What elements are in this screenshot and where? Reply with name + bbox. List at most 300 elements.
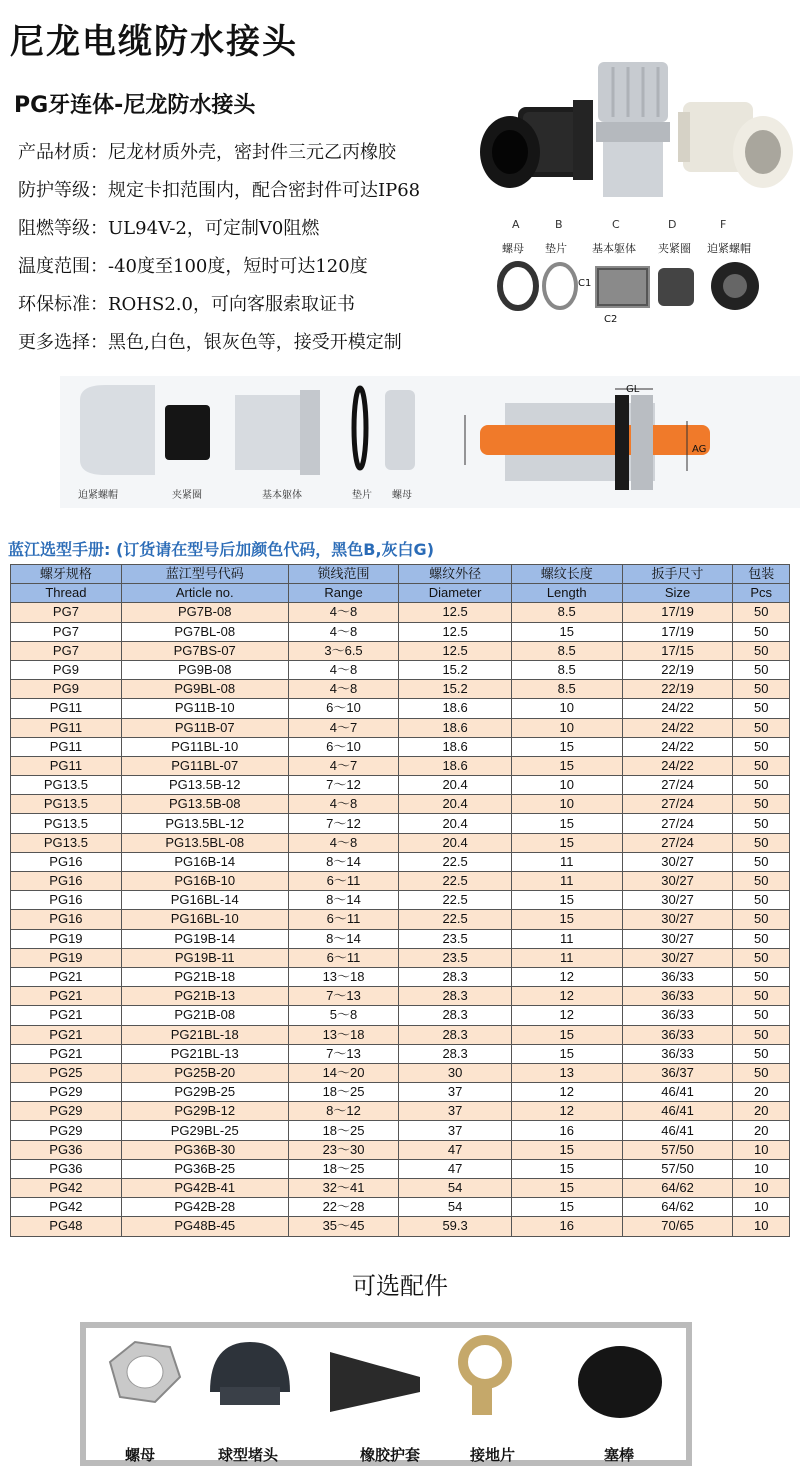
table-cell: 22/19 xyxy=(622,680,733,699)
table-cell: 20.4 xyxy=(399,776,511,795)
column-header-cn: 螺牙规格 xyxy=(11,565,122,584)
table-cell: PG9 xyxy=(11,680,122,699)
table-cell: 50 xyxy=(733,622,790,641)
table-cell: 15 xyxy=(511,756,622,775)
table-cell: 7～12 xyxy=(288,814,399,833)
table-cell: 13 xyxy=(511,1063,622,1082)
table-cell: PG19B-11 xyxy=(121,948,288,967)
table-cell: PG36B-25 xyxy=(121,1159,288,1178)
table-cell: 50 xyxy=(733,852,790,871)
column-header-cn: 螺纹长度 xyxy=(511,565,622,584)
table-cell: PG11B-10 xyxy=(121,699,288,718)
table-cell: 17/19 xyxy=(622,603,733,622)
table-cell: 15 xyxy=(511,1159,622,1178)
table-cell: 30/27 xyxy=(622,948,733,967)
accessories-images xyxy=(90,1332,685,1427)
table-cell: PG13.5 xyxy=(11,795,122,814)
table-cell: 15 xyxy=(511,1044,622,1063)
table-row xyxy=(11,776,790,795)
table-cell: 4～8 xyxy=(288,833,399,852)
table-cell: 4～7 xyxy=(288,756,399,775)
table-cell: 32～41 xyxy=(288,1179,399,1198)
table-cell: 64/62 xyxy=(622,1198,733,1217)
table-cell: 4～7 xyxy=(288,718,399,737)
table-cell: 12 xyxy=(511,967,622,986)
accessory-label: 螺母 xyxy=(125,1446,156,1464)
table-cell: 6～10 xyxy=(288,737,399,756)
table-cell: 15 xyxy=(511,1140,622,1159)
table-cell: 15.2 xyxy=(399,680,511,699)
header-row-en xyxy=(11,584,790,603)
table-cell: 50 xyxy=(733,795,790,814)
parts-diagram-icons xyxy=(480,256,795,326)
table-cell: 12 xyxy=(511,987,622,1006)
table-row xyxy=(11,948,790,967)
table-cell: 8.5 xyxy=(511,603,622,622)
table-cell: PG48B-45 xyxy=(121,1217,288,1236)
table-cell: PG36 xyxy=(11,1140,122,1159)
table-row xyxy=(11,1063,790,1082)
table-cell: 20 xyxy=(733,1121,790,1140)
table-cell: PG11 xyxy=(11,718,122,737)
table-cell: PG21 xyxy=(11,1025,122,1044)
table-cell: 15 xyxy=(511,814,622,833)
table-row xyxy=(11,641,790,660)
table-cell: PG7B-08 xyxy=(121,603,288,622)
table-cell: 12.5 xyxy=(399,603,511,622)
table-row xyxy=(11,872,790,891)
table-cell: 5～8 xyxy=(288,1006,399,1025)
table-cell: 20.4 xyxy=(399,833,511,852)
table-cell: 16 xyxy=(511,1217,622,1236)
table-row xyxy=(11,795,790,814)
spec-label: 产品材质： xyxy=(18,142,108,163)
table-cell: PG11 xyxy=(11,699,122,718)
column-header-en: Length xyxy=(511,584,622,603)
spec-options xyxy=(18,328,402,354)
spec-label: 环保标准： xyxy=(18,294,108,315)
table-cell: PG13.5B-12 xyxy=(121,776,288,795)
white-gland-image xyxy=(678,102,793,188)
table-cell: 10 xyxy=(511,718,622,737)
table-cell: 8～14 xyxy=(288,891,399,910)
table-cell: 28.3 xyxy=(399,1006,511,1025)
table-cell: 11 xyxy=(511,948,622,967)
table-cell: PG11 xyxy=(11,737,122,756)
table-row xyxy=(11,1102,790,1121)
table-cell: 50 xyxy=(733,680,790,699)
table-cell: 50 xyxy=(733,1006,790,1025)
table-cell: 30/27 xyxy=(622,910,733,929)
table-cell: 10 xyxy=(511,795,622,814)
table-cell: PG11B-07 xyxy=(121,718,288,737)
table-cell: 20 xyxy=(733,1083,790,1102)
dimension-label: C1 xyxy=(578,278,592,289)
table-cell: 27/24 xyxy=(622,833,733,852)
selection-table xyxy=(10,564,790,1237)
table-cell: PG29 xyxy=(11,1102,122,1121)
table-cell: 15 xyxy=(511,1179,622,1198)
table-cell: PG16B-10 xyxy=(121,872,288,891)
table-cell: 37 xyxy=(399,1083,511,1102)
spec-value: 规定卡扣范围内，配合密封件可达IP68 xyxy=(108,180,421,201)
table-cell: 36/33 xyxy=(622,987,733,1006)
accessory-label: 塞棒 xyxy=(604,1446,635,1464)
spec-protection xyxy=(18,176,420,202)
table-cell: 50 xyxy=(733,987,790,1006)
table-cell: PG29B-12 xyxy=(121,1102,288,1121)
table-cell: PG25B-20 xyxy=(121,1063,288,1082)
table-cell: PG19B-14 xyxy=(121,929,288,948)
table-cell: 30/27 xyxy=(622,872,733,891)
table-cell: 23.5 xyxy=(399,948,511,967)
table-cell: 50 xyxy=(733,1025,790,1044)
table-cell: 24/22 xyxy=(622,756,733,775)
table-cell: 14～20 xyxy=(288,1063,399,1082)
column-header-en: Thread xyxy=(11,584,122,603)
spec-label: 温度范围： xyxy=(18,256,108,277)
table-cell: 20 xyxy=(733,1102,790,1121)
table-cell: PG13.5 xyxy=(11,814,122,833)
table-cell: 4～8 xyxy=(288,622,399,641)
table-cell: 8.5 xyxy=(511,680,622,699)
table-cell: 50 xyxy=(733,891,790,910)
table-cell: PG13.5B-08 xyxy=(121,795,288,814)
table-cell: 46/41 xyxy=(622,1083,733,1102)
table-cell: 4～8 xyxy=(288,660,399,679)
grounding-lug-image xyxy=(463,1340,507,1415)
table-cell: PG9 xyxy=(11,660,122,679)
spec-flame xyxy=(18,214,319,240)
table-cell: 15 xyxy=(511,737,622,756)
table-cell: 30/27 xyxy=(622,891,733,910)
table-cell: 15.2 xyxy=(399,660,511,679)
table-cell: 28.3 xyxy=(399,967,511,986)
table-row xyxy=(11,833,790,852)
table-cell: 50 xyxy=(733,718,790,737)
table-cell: 10 xyxy=(511,776,622,795)
column-header-en: Size xyxy=(622,584,733,603)
table-cell: 28.3 xyxy=(399,1044,511,1063)
table-cell: PG7BS-07 xyxy=(121,641,288,660)
table-cell: 8～14 xyxy=(288,852,399,871)
column-header-cn: 锁线范围 xyxy=(288,565,399,584)
rubber-sleeve-image xyxy=(330,1352,420,1412)
table-cell: 3～6.5 xyxy=(288,641,399,660)
column-header-cn: 扳手尺寸 xyxy=(622,565,733,584)
table-cell: 11 xyxy=(511,929,622,948)
table-cell: PG9BL-08 xyxy=(121,680,288,699)
table-cell: 18～25 xyxy=(288,1121,399,1140)
table-cell: PG16 xyxy=(11,852,122,871)
spec-value: UL94V-2，可定制V0阻燃 xyxy=(108,218,320,239)
dimension-label: GL xyxy=(626,384,640,395)
table-cell: 17/19 xyxy=(622,622,733,641)
table-cell: 22～28 xyxy=(288,1198,399,1217)
table-cell: 28.3 xyxy=(399,1025,511,1044)
accessory-label: 橡胶护套 xyxy=(360,1446,421,1464)
page-title: 尼龙电缆防水接头 xyxy=(10,22,298,62)
table-cell: 12 xyxy=(511,1083,622,1102)
exploded-label: 基本躯体 xyxy=(262,490,302,501)
table-cell: 17/15 xyxy=(622,641,733,660)
part-name: 迫紧螺帽 xyxy=(707,242,751,255)
table-cell: PG21 xyxy=(11,1006,122,1025)
table-cell: 18～25 xyxy=(288,1083,399,1102)
table-cell: PG16B-14 xyxy=(121,852,288,871)
table-cell: 36/33 xyxy=(622,1025,733,1044)
table-row xyxy=(11,603,790,622)
selection-manual-title: 蓝江选型手册: (订货请在型号后加颜色代码，黑色B,灰白G) xyxy=(8,540,435,559)
table-row xyxy=(11,680,790,699)
spec-value: ROHS2.0，可向客服索取证书 xyxy=(108,294,355,315)
table-cell: PG36B-30 xyxy=(121,1140,288,1159)
table-cell: 35～45 xyxy=(288,1217,399,1236)
table-cell: 59.3 xyxy=(399,1217,511,1236)
exploded-label: 迫紧螺帽 xyxy=(78,490,118,501)
column-header-cn: 螺纹外径 xyxy=(399,565,511,584)
table-cell: PG29 xyxy=(11,1083,122,1102)
part-name: 基本躯体 xyxy=(592,242,636,255)
table-cell: PG42 xyxy=(11,1198,122,1217)
table-cell: 50 xyxy=(733,833,790,852)
table-cell: 20.4 xyxy=(399,814,511,833)
table-cell: 50 xyxy=(733,872,790,891)
table-cell: 8～14 xyxy=(288,929,399,948)
table-cell: PG19 xyxy=(11,929,122,948)
dimension-label: AG xyxy=(692,444,707,455)
table-cell: PG7BL-08 xyxy=(121,622,288,641)
table-cell: 50 xyxy=(733,967,790,986)
table-cell: 12 xyxy=(511,1102,622,1121)
table-cell: PG42 xyxy=(11,1179,122,1198)
table-row xyxy=(11,1217,790,1236)
table-cell: PG29B-25 xyxy=(121,1083,288,1102)
table-cell: 15 xyxy=(511,833,622,852)
table-cell: 22/19 xyxy=(622,660,733,679)
table-cell: 11 xyxy=(511,852,622,871)
cable-gland-photo xyxy=(478,52,798,222)
table-cell: 24/22 xyxy=(622,699,733,718)
header-row-cn xyxy=(11,565,790,584)
spec-label: 阻燃等级： xyxy=(18,218,108,239)
table-cell: 28.3 xyxy=(399,987,511,1006)
table-cell: 12.5 xyxy=(399,622,511,641)
spec-label: 更多选择： xyxy=(18,332,108,353)
part-name: 夹紧圈 xyxy=(658,242,691,255)
table-cell: 6～11 xyxy=(288,910,399,929)
table-cell: 22.5 xyxy=(399,910,511,929)
table-cell: 18.6 xyxy=(399,756,511,775)
exploded-view-image xyxy=(60,380,430,480)
column-header-cn: 包装 xyxy=(733,565,790,584)
table-row xyxy=(11,718,790,737)
table-cell: 12.5 xyxy=(399,641,511,660)
table-cell: 30 xyxy=(399,1063,511,1082)
table-cell: 10 xyxy=(511,699,622,718)
table-cell: 22.5 xyxy=(399,852,511,871)
column-header-cn: 蓝江型号代码 xyxy=(121,565,288,584)
table-cell: 47 xyxy=(399,1159,511,1178)
spec-value: 黑色,白色，银灰色等，接受开模定制 xyxy=(108,332,402,353)
table-row xyxy=(11,1083,790,1102)
exploded-label: 垫片 xyxy=(352,490,372,501)
table-cell: 7～13 xyxy=(288,1044,399,1063)
table-cell: 50 xyxy=(733,660,790,679)
parts-breakdown xyxy=(480,218,795,328)
part-letter: B xyxy=(555,218,563,231)
table-cell: 10 xyxy=(733,1179,790,1198)
table-cell: PG29BL-25 xyxy=(121,1121,288,1140)
part-letter: A xyxy=(512,218,520,231)
table-row xyxy=(11,1044,790,1063)
table-cell: 47 xyxy=(399,1140,511,1159)
table-cell: 22.5 xyxy=(399,872,511,891)
table-cell: PG19 xyxy=(11,948,122,967)
table-cell: 50 xyxy=(733,1063,790,1082)
column-header-en: Pcs xyxy=(733,584,790,603)
table-cell: 57/50 xyxy=(622,1140,733,1159)
table-cell: PG13.5 xyxy=(11,776,122,795)
table-cell: 18.6 xyxy=(399,718,511,737)
table-cell: 23～30 xyxy=(288,1140,399,1159)
table-cell: 54 xyxy=(399,1198,511,1217)
table-cell: 70/65 xyxy=(622,1217,733,1236)
table-cell: 50 xyxy=(733,776,790,795)
table-cell: 50 xyxy=(733,641,790,660)
table-cell: PG11 xyxy=(11,756,122,775)
table-cell: 6～11 xyxy=(288,948,399,967)
part-name: 垫片 xyxy=(545,242,567,255)
table-cell: PG7 xyxy=(11,622,122,641)
table-cell: 10 xyxy=(733,1159,790,1178)
table-cell: 8.5 xyxy=(511,660,622,679)
column-header-en: Diameter xyxy=(399,584,511,603)
table-cell: 13～18 xyxy=(288,967,399,986)
table-cell: 18.6 xyxy=(399,737,511,756)
table-row xyxy=(11,1179,790,1198)
table-cell: 10 xyxy=(733,1217,790,1236)
stopper-image xyxy=(578,1346,662,1418)
table-row xyxy=(11,1006,790,1025)
table-cell: 50 xyxy=(733,756,790,775)
table-cell: PG7 xyxy=(11,603,122,622)
table-row xyxy=(11,814,790,833)
table-cell: PG21 xyxy=(11,1044,122,1063)
table-cell: 37 xyxy=(399,1121,511,1140)
table-cell: 7～13 xyxy=(288,987,399,1006)
table-cell: PG25 xyxy=(11,1063,122,1082)
table-cell: 46/41 xyxy=(622,1121,733,1140)
table-row xyxy=(11,1159,790,1178)
table-cell: 16 xyxy=(511,1121,622,1140)
table-cell: 6～11 xyxy=(288,872,399,891)
table-cell: PG7 xyxy=(11,641,122,660)
table-row xyxy=(11,622,790,641)
black-gland-image xyxy=(480,100,593,188)
table-cell: PG42B-41 xyxy=(121,1179,288,1198)
table-row xyxy=(11,1198,790,1217)
table-cell: 13～18 xyxy=(288,1025,399,1044)
table-cell: 22.5 xyxy=(399,891,511,910)
table-cell: 30/27 xyxy=(622,852,733,871)
table-cell: 15 xyxy=(511,1198,622,1217)
table-cell: PG21 xyxy=(11,967,122,986)
table-cell: 27/24 xyxy=(622,776,733,795)
table-row xyxy=(11,910,790,929)
table-cell: 8.5 xyxy=(511,641,622,660)
table-row xyxy=(11,987,790,1006)
table-cell: PG11BL-07 xyxy=(121,756,288,775)
spec-value: -40度至100度，短时可达120度 xyxy=(108,256,368,277)
table-cell: 50 xyxy=(733,737,790,756)
table-row xyxy=(11,699,790,718)
table-cell: 54 xyxy=(399,1179,511,1198)
table-cell: 15 xyxy=(511,891,622,910)
grey-gland-image xyxy=(596,62,670,197)
spec-value: 尼龙材质外壳，密封件三元乙丙橡胶 xyxy=(108,142,396,163)
accessory-label: 接地片 xyxy=(470,1446,516,1464)
part-letter: D xyxy=(668,218,677,231)
table-cell: 46/41 xyxy=(622,1102,733,1121)
table-cell: 7～12 xyxy=(288,776,399,795)
table-cell: PG21BL-13 xyxy=(121,1044,288,1063)
table-cell: 15 xyxy=(511,910,622,929)
table-cell: PG13.5BL-12 xyxy=(121,814,288,833)
table-cell: 50 xyxy=(733,699,790,718)
accessories-title: 可选配件 xyxy=(352,1272,448,1300)
table-cell: 37 xyxy=(399,1102,511,1121)
table-cell: 36/37 xyxy=(622,1063,733,1082)
spec-temperature xyxy=(18,252,368,278)
table-cell: PG16BL-10 xyxy=(121,910,288,929)
table-cell: 27/24 xyxy=(622,814,733,833)
table-cell: PG13.5 xyxy=(11,833,122,852)
part-letter: F xyxy=(720,218,727,231)
spec-label: 防护等级： xyxy=(18,180,108,201)
dimension-label: C2 xyxy=(604,314,618,325)
table-cell: 8～12 xyxy=(288,1102,399,1121)
table-row xyxy=(11,852,790,871)
part-letter: C xyxy=(612,218,620,231)
table-cell: PG21 xyxy=(11,987,122,1006)
table-cell: 50 xyxy=(733,814,790,833)
table-row xyxy=(11,660,790,679)
table-cell: 4～8 xyxy=(288,680,399,699)
table-cell: 36/33 xyxy=(622,1044,733,1063)
table-cell: 12 xyxy=(511,1006,622,1025)
table-cell: 18.6 xyxy=(399,699,511,718)
table-row xyxy=(11,1025,790,1044)
spec-material xyxy=(18,138,396,164)
table-cell: 10 xyxy=(733,1140,790,1159)
table-cell: PG21BL-18 xyxy=(121,1025,288,1044)
table-row xyxy=(11,737,790,756)
table-cell: 50 xyxy=(733,603,790,622)
table-cell: PG13.5BL-08 xyxy=(121,833,288,852)
table-cell: PG21B-18 xyxy=(121,967,288,986)
table-cell: PG9B-08 xyxy=(121,660,288,679)
table-cell: 36/33 xyxy=(622,1006,733,1025)
table-cell: 50 xyxy=(733,1044,790,1063)
table-cell: 20.4 xyxy=(399,795,511,814)
table-cell: 18～25 xyxy=(288,1159,399,1178)
table-cell: 24/22 xyxy=(622,737,733,756)
table-cell: 11 xyxy=(511,872,622,891)
accessory-label: 球型堵头 xyxy=(218,1446,279,1464)
table-row xyxy=(11,1140,790,1159)
table-cell: PG48 xyxy=(11,1217,122,1236)
